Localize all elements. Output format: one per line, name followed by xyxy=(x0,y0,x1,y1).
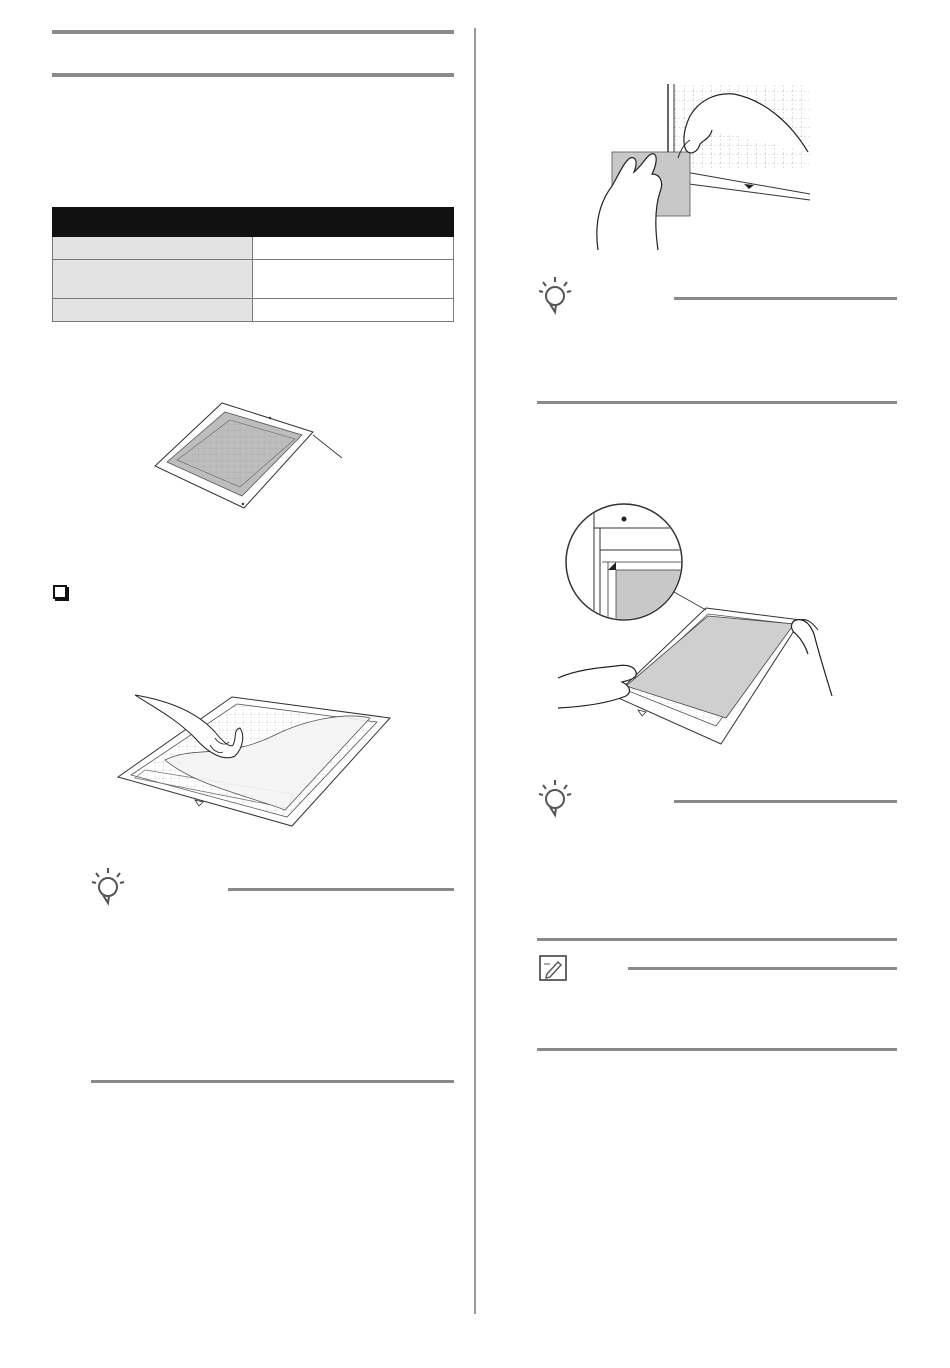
memo-footer-rule xyxy=(537,1048,897,1051)
peel-sheet-illustration xyxy=(115,690,395,840)
column-divider xyxy=(474,28,476,1314)
memo-pencil-icon xyxy=(538,954,568,982)
note-footer-rule xyxy=(537,401,897,404)
table-label-cell xyxy=(53,299,253,322)
note-footer-rule xyxy=(91,1080,454,1083)
cutting-mat-illustration xyxy=(150,400,350,510)
memo-header-rule xyxy=(628,967,897,970)
note-header-rule xyxy=(674,800,897,803)
table-row xyxy=(53,237,454,260)
lightbulb-note-icon xyxy=(537,778,573,818)
note-header-rule xyxy=(228,888,454,891)
table-header-cell xyxy=(253,208,454,237)
table-row xyxy=(53,299,454,322)
attach-material-illustration xyxy=(556,500,846,750)
table-value-cell xyxy=(253,237,454,260)
table-value-cell xyxy=(253,260,454,299)
note-header-rule xyxy=(674,297,897,300)
table-value-cell xyxy=(253,299,454,322)
lightbulb-note-icon xyxy=(537,275,573,315)
spec-table xyxy=(52,207,454,322)
table-header-cell xyxy=(53,208,253,237)
table-label-cell xyxy=(53,237,253,260)
table-row xyxy=(53,260,454,299)
lightbulb-note-icon xyxy=(90,866,126,906)
align-sheet-illustration xyxy=(594,82,814,252)
table-label-cell xyxy=(53,260,253,299)
checkbox-icon xyxy=(53,585,67,599)
note-footer-rule xyxy=(537,938,897,941)
table-header-row xyxy=(53,208,454,237)
section-heading-rule xyxy=(52,73,454,77)
section-top-rule xyxy=(52,30,454,34)
